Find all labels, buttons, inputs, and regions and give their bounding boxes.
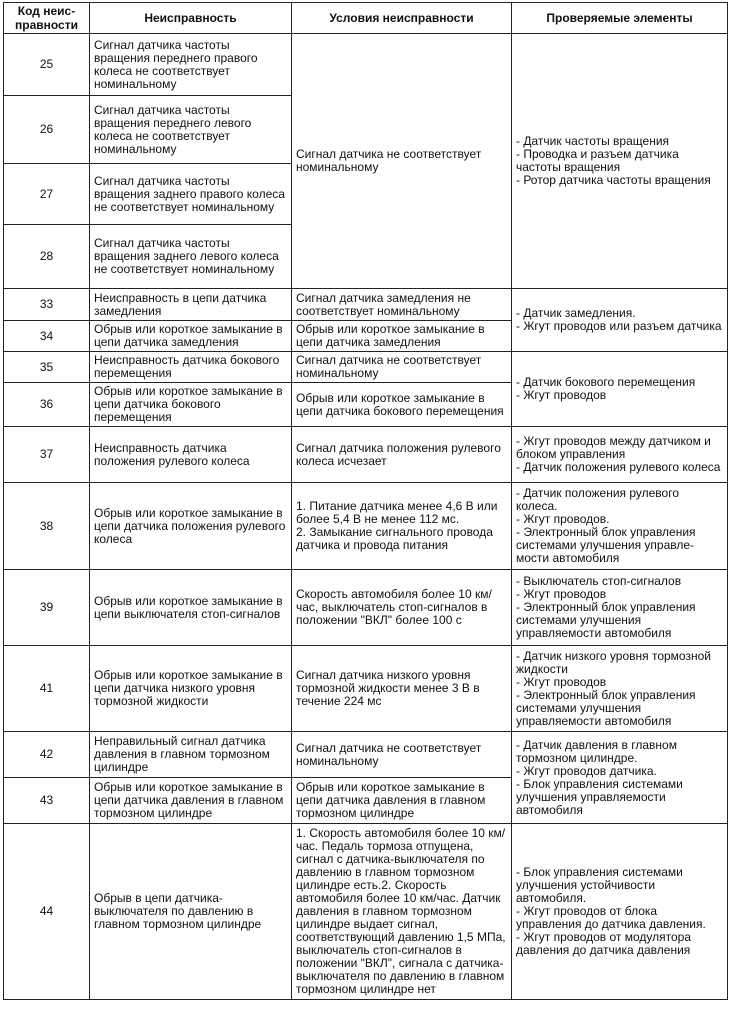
fault-description: Сигнал датчика частоты вращения переднего левого колеса не соответствует номинальному — [90, 96, 292, 164]
table-row — [4, 289, 728, 321]
fault-condition: Сигнал датчика положения рулевого колеса исчезает — [292, 427, 512, 483]
table-row — [4, 352, 728, 383]
checked-elements: - Жгут проводов между датчиком и блоком управления - Датчик положения рулевого колеса — [512, 427, 728, 483]
header-fault: Неисправность — [90, 3, 292, 34]
fault-description: Обрыв или короткое замыкание в цепи датчика положения рулевого колеса — [90, 483, 292, 570]
fault-condition: Обрыв или короткое замыкание в цепи датчика бокового перемещения — [292, 383, 512, 427]
fault-condition: Обрыв или короткое замыкание в цепи датчика замедления — [292, 321, 512, 352]
header-code: Код неис- правности — [4, 3, 90, 34]
fault-code: 28 — [4, 225, 90, 289]
fault-code: 35 — [4, 352, 90, 383]
fault-code: 39 — [4, 570, 90, 646]
table-row — [4, 34, 728, 96]
fault-description: Неисправность датчика бокового перемещения — [90, 352, 292, 383]
fault-description: Обрыв или короткое замыкание в цепи датчика замедления — [90, 321, 292, 352]
checked-elements: - Датчик низкого уровня тормозной жидкости - Жгут проводов - Электронный блок управления системами улучшения управляемости автомобиля — [512, 646, 728, 732]
fault-description: Сигнал датчика частоты вращения заднего левого колеса не соответствует номинальному — [90, 225, 292, 289]
fault-condition: Сигнал датчика замедления не соответствует номинальному — [292, 289, 512, 321]
table-row — [4, 646, 728, 732]
fault-code: 25 — [4, 34, 90, 96]
table-row — [4, 570, 728, 646]
checked-elements: - Датчик частоты вращения - Проводка и разъем датчика частоты вращения - Ротор датчика частоты вращения — [512, 34, 728, 289]
fault-description: Сигнал датчика частоты вращения переднего правого колеса не соответствует номинальному — [90, 34, 292, 96]
checked-elements: - Блок управления системами улучшения устойчивости автомобиля. - Жгут проводов от блока управления до датчика давления. - Жгут проводов от модулятора давления до датчика давления — [512, 824, 728, 1000]
fault-condition: 1. Скорость автомобиля более 10 км/час. Педаль тормоза отпущена, сигнал с датчика-выключателя по давлению в главном тормозном цилиндре есть.2. Скорость автомобиля более 10 км/час. Датчик давления в главном тормозном цилиндре выдает сигнал, соответствующий давлению 1,5 МПа, выключатель стоп-сигналов в положении "ВКЛ", сигнала с датчика-выключателя по давлению в главном тормозном цилиндре нет — [292, 824, 512, 1000]
fault-description: Неисправность датчика положения рулевого колеса — [90, 427, 292, 483]
fault-description: Обрыв или короткое замыкание в цепи выключателя стоп-сигналов — [90, 570, 292, 646]
fault-code: 36 — [4, 383, 90, 427]
fault-code: 42 — [4, 732, 90, 778]
fault-description: Сигнал датчика частоты вращения заднего правого колеса не соответствует номинальному — [90, 164, 292, 225]
table-row — [4, 824, 728, 1000]
fault-condition: Скорость автомобиля более 10 км/час, выключатель стоп-сигналов в положении "ВКЛ" более 100 с — [292, 570, 512, 646]
fault-condition: Сигнал датчика не соответствует номинальному — [292, 352, 512, 383]
checked-elements: - Выключатель стоп-сигналов - Жгут проводов - Электронный блок управления системами улучшения управляемости автомобиля — [512, 570, 728, 646]
header-elements: Проверяемые элементы — [512, 3, 728, 34]
checked-elements: - Датчик замедления. - Жгут проводов или разъем датчика — [512, 289, 728, 352]
fault-code: 26 — [4, 96, 90, 164]
fault-code: 34 — [4, 321, 90, 352]
fault-condition: Сигнал датчика не соответствует номинальному — [292, 732, 512, 778]
fault-condition: Сигнал датчика низкого уровня тормозной жидкости менее 3 В в течение 224 мс — [292, 646, 512, 732]
fault-description: Обрыв или короткое замыкание в цепи датчика бокового перемещения — [90, 383, 292, 427]
fault-code: 41 — [4, 646, 90, 732]
fault-code: 38 — [4, 483, 90, 570]
fault-description: Обрыв в цепи датчика-выключателя по давлению в главном тормозном цилиндре — [90, 824, 292, 1000]
fault-code: 33 — [4, 289, 90, 321]
fault-description: Неправильный сигнал датчика давления в главном тормозном цилиндре — [90, 732, 292, 778]
checked-elements: - Датчик давления в главном тормозном цилиндре. - Жгут проводов датчика. - Блок управления системами улучшения управляемости автомобиля — [512, 732, 728, 824]
fault-code: 37 — [4, 427, 90, 483]
checked-elements: - Датчик бокового перемещения - Жгут проводов — [512, 352, 728, 427]
table-row — [4, 427, 728, 483]
table-row — [4, 483, 728, 570]
checked-elements: - Датчик положения рулевого колеса. - Жгут проводов. - Электронный блок управления системами улучшения управле-мости автомобиля — [512, 483, 728, 570]
fault-code: 43 — [4, 778, 90, 824]
header-condition: Условия неисправности — [292, 3, 512, 34]
header-row — [4, 3, 728, 34]
fault-code: 27 — [4, 164, 90, 225]
fault-description: Обрыв или короткое замыкание в цепи датчика низкого уровня тормозной жидкости — [90, 646, 292, 732]
fault-condition: Сигнал датчика не соответствует номинальному — [292, 34, 512, 289]
fault-codes-table — [3, 2, 728, 1000]
fault-description: Обрыв или короткое замыкание в цепи датчика давления в главном тормозном цилиндре — [90, 778, 292, 824]
table-row — [4, 732, 728, 778]
fault-condition: Обрыв или короткое замыкание в цепи датчика давления в главном тормозном цилиндре — [292, 778, 512, 824]
fault-code: 44 — [4, 824, 90, 1000]
fault-condition: 1. Питание датчика менее 4,6 В или более 5,4 В не менее 112 мс. 2. Замыкание сигнального провода датчика и провода питания — [292, 483, 512, 570]
fault-description: Неисправность в цепи датчика замедления — [90, 289, 292, 321]
